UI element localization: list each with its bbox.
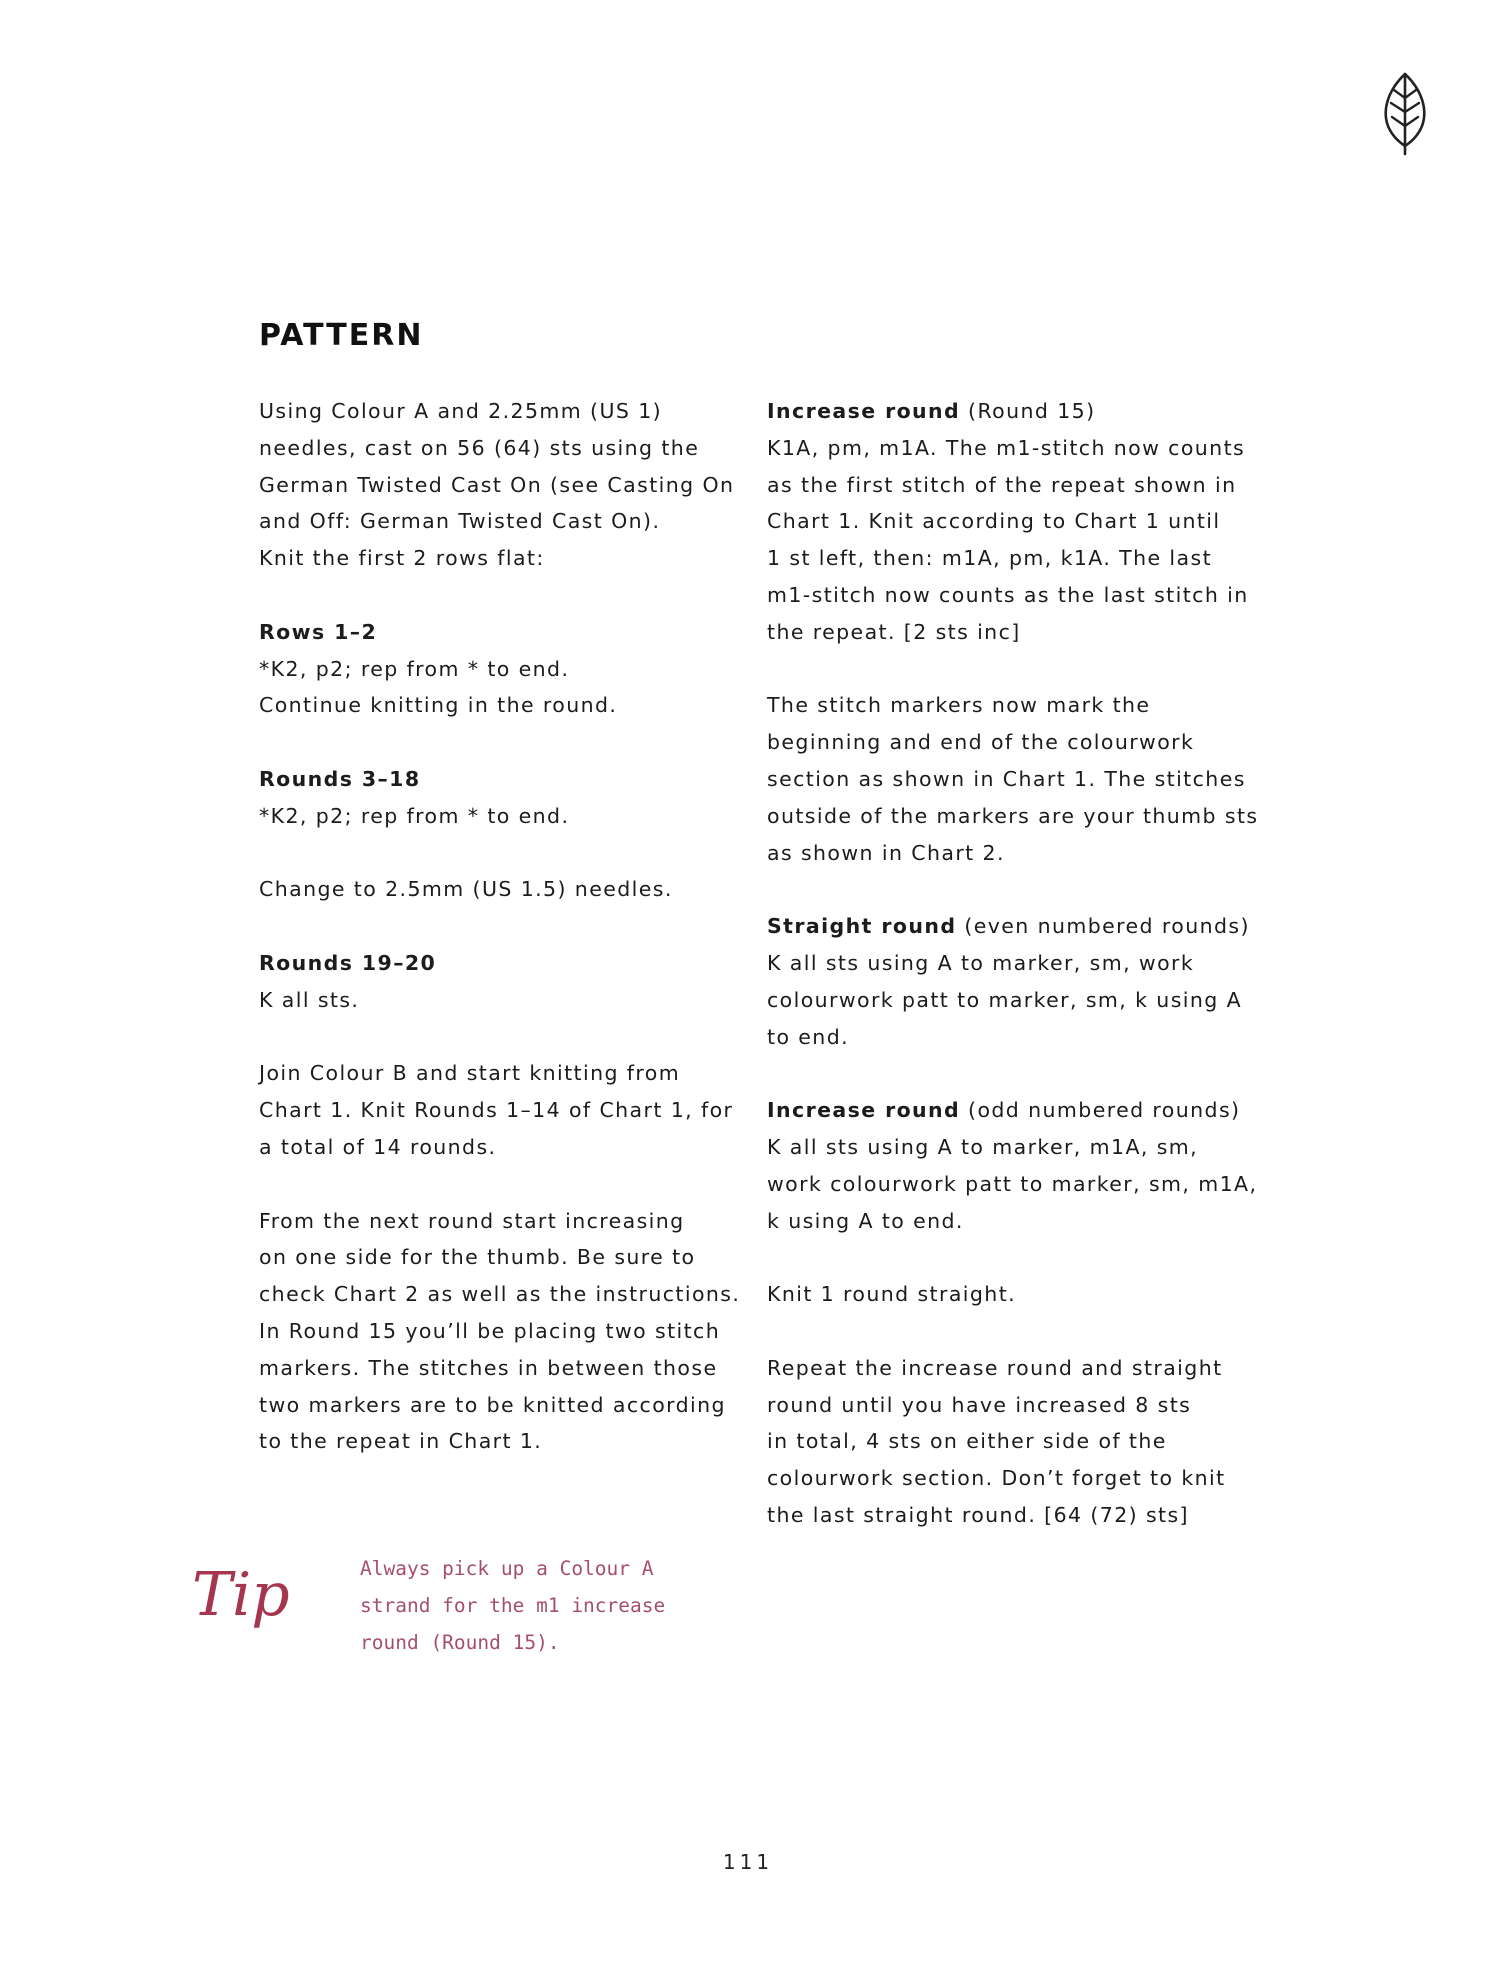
paragraph-text: From the next round start increasing on one side for the thumb. Be sure to check Chart 2 as well as the instructions. In Round 15 you’ll be placing two stitch markers. The stitches in between those two markers are to be knitted according to the repeat in Chart 1. — [259, 1208, 741, 1454]
paragraph-text: (odd numbered rounds) K all sts using A to marker, m1A, sm, work colourwork patt to marker, sm, m1A, k using A to end. — [767, 1098, 1258, 1233]
paragraph-text: Knit 1 round straight. — [767, 1282, 1017, 1307]
paragraph — [259, 1203, 759, 1461]
paragraph — [767, 908, 1287, 1055]
paragraph — [767, 1092, 1287, 1239]
left-column — [259, 393, 759, 1497]
paragraph-text: (Round 15) K1A, pm, m1A. The m1-stitch now counts as the first stitch of the repeat shown in Chart 1. Knit according to Chart 1 until 1 st left, then: m1A, pm, k1A. The last m1-stitch now counts as the last stitch in the repeat. [2 sts inc] — [767, 399, 1249, 644]
paragraph — [767, 393, 1287, 651]
section-title: Rounds 3–18 — [259, 766, 421, 791]
paragraph — [767, 1350, 1287, 1534]
section-title: Rounds 19–20 — [259, 950, 437, 975]
paragraph — [259, 945, 759, 1019]
tip-label: Tip — [192, 1560, 290, 1630]
paragraph — [767, 1276, 1287, 1313]
paragraph — [259, 614, 759, 724]
paragraph-text: (even numbered rounds) K all sts using A to marker, sm, work colourwork patt to marker, sm, k using A to end. — [767, 914, 1250, 1049]
paragraph-text: Using Colour A and 2.25mm (US 1) needles, cast on 56 (64) sts using the German Twisted Cast On (see Casting On and Off: German Twisted Cast On). Knit the first 2 rows flat: — [259, 399, 735, 571]
paragraph — [259, 761, 759, 835]
paragraph — [259, 871, 759, 908]
paragraph-text: K all sts. — [259, 987, 360, 1012]
leaf-icon — [1380, 68, 1430, 158]
paragraph-text: The stitch markers now mark the beginning and end of the colourwork section as shown in Chart 1. The stitches outside of the markers are your thumb sts as shown in Chart 2. — [767, 693, 1259, 865]
paragraph — [767, 687, 1287, 871]
section-title: Increase round — [767, 1098, 961, 1123]
paragraph-text: *K2, p2; rep from * to end. — [259, 803, 570, 828]
paragraph — [259, 393, 759, 577]
paragraph-text: *K2, p2; rep from * to end. Continue knitting in the round. — [259, 656, 618, 718]
tip-text: Always pick up a Colour A strand for the m1 increase round (Round 15). — [360, 1557, 666, 1654]
page-heading: PATTERN — [259, 318, 424, 353]
page-number: 111 — [722, 1850, 774, 1874]
section-title: Rows 1–2 — [259, 619, 378, 644]
paragraph-text: Join Colour B and start knitting from Chart 1. Knit Rounds 1–14 of Chart 1, for a total of 14 rounds. — [259, 1061, 734, 1159]
paragraph-text: Repeat the increase round and straight round until you have increased 8 sts in total, 4 sts on either side of the colourwork section. Don’t forget to knit the last straight round. [64 (72) sts] — [767, 1355, 1226, 1527]
right-column — [767, 393, 1287, 1571]
paragraph-text: Change to 2.5mm (US 1.5) needles. — [259, 877, 673, 902]
section-title: Increase round — [767, 399, 961, 423]
section-title: Straight round — [767, 914, 957, 939]
paragraph — [259, 1055, 759, 1165]
